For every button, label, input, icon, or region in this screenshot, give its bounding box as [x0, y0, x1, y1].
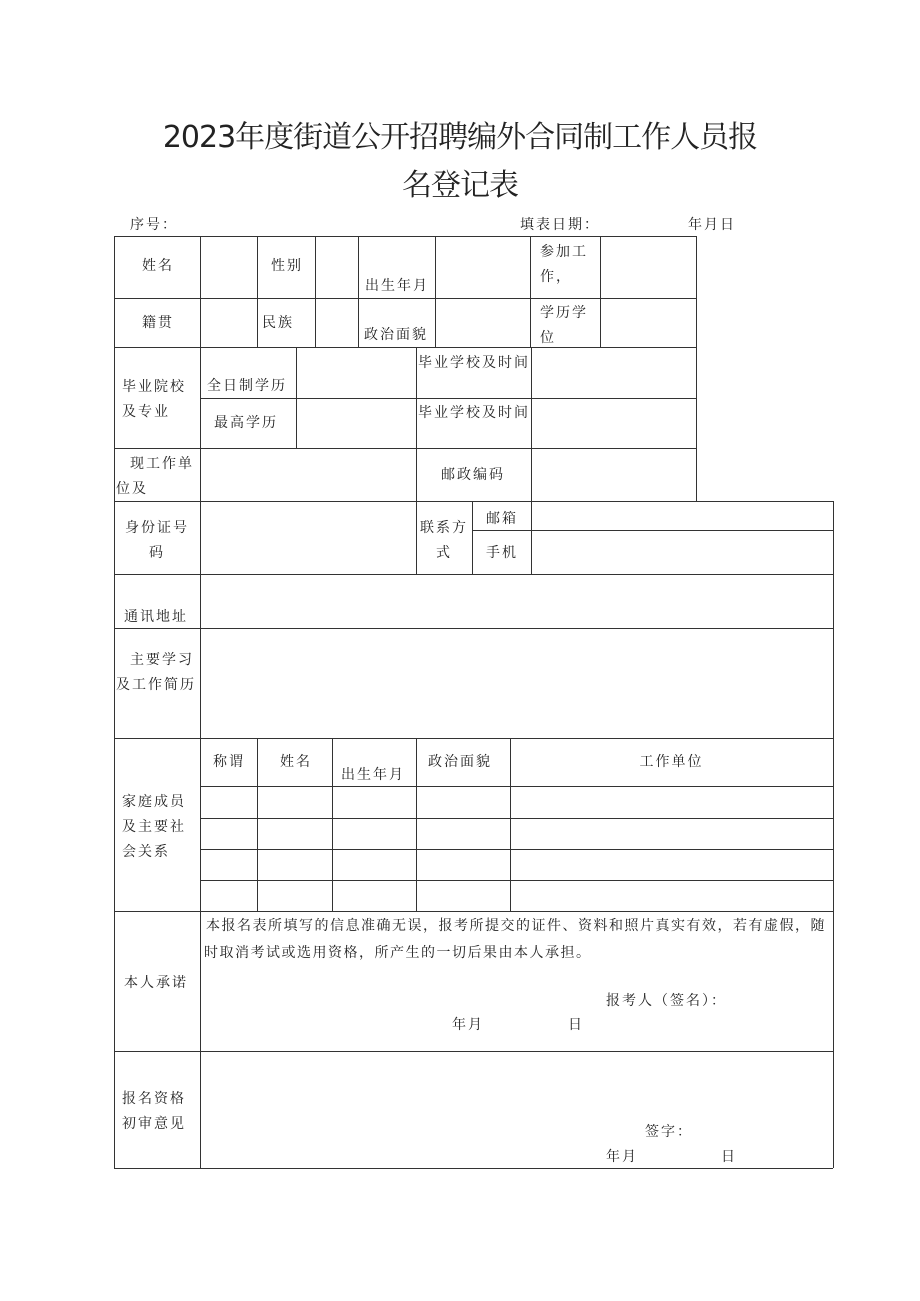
- id-number-label: 身份证号码: [125, 520, 189, 561]
- family-col-name: 姓名: [280, 754, 312, 770]
- family-col-birth: 出生年月: [341, 767, 405, 783]
- phone-label: 手机: [486, 545, 518, 561]
- email-label: 邮箱: [486, 511, 518, 527]
- fulltime-education-label: 全日制学历: [207, 378, 287, 394]
- serial-number-label: 序号：: [130, 217, 178, 233]
- name-label: 姓名: [142, 258, 174, 274]
- address-label: 通讯地址: [124, 609, 188, 625]
- contact-label: 联系方式: [420, 520, 468, 561]
- review-date-year-month: 年月: [606, 1149, 638, 1165]
- family-col-relation: 称谓: [213, 754, 245, 770]
- review-label: 报名资格初审意见: [122, 1091, 186, 1132]
- page-title-line-2: 名登记表: [402, 168, 518, 203]
- postcode-label: 邮政编码: [441, 467, 505, 483]
- page-title-line-1: 2023年度街道公开招聘编外合同制工作人员报: [162, 120, 758, 155]
- pledge-date-year-month: 年月: [452, 1017, 484, 1033]
- degree-label: 学历学位: [540, 305, 588, 346]
- ethnicity-label: 民族: [262, 315, 294, 331]
- review-sign-label: 签字：: [645, 1124, 693, 1140]
- highest-education-label: 最高学历: [214, 415, 278, 431]
- birth-date-label: 出生年月: [365, 278, 429, 294]
- family-section-label: 家庭成员及主要社会关系: [122, 794, 186, 860]
- graduation-school-time-label-2: 毕业学校及时间: [418, 405, 530, 421]
- review-date-day: 日: [721, 1149, 737, 1165]
- pledge-text: 本报名表所填写的信息准确无误，报考所提交的证件、资料和照片真实有效，若有虚假，随时取消考试或选用资格，所产生的一切后果由本人承担。: [204, 918, 826, 961]
- family-col-political: 政治面貌: [428, 754, 492, 770]
- pledge-label: 本人承诺: [124, 975, 188, 991]
- work-start-label: 参加工作，: [540, 244, 588, 285]
- pledge-date-day: 日: [568, 1017, 584, 1033]
- resume-label: 主要学习及工作简历: [116, 652, 196, 693]
- gender-label: 性别: [271, 258, 303, 274]
- pledge-signer-label: 报考人（签名）：: [606, 993, 727, 1009]
- graduation-school-time-label-1: 毕业学校及时间: [418, 355, 530, 371]
- current-work-unit-label: 现工作单位及: [116, 456, 194, 497]
- political-status-label: 政治面貌: [364, 327, 428, 343]
- fill-date-label: 填表日期：: [520, 217, 600, 233]
- native-place-label: 籍贯: [142, 315, 174, 331]
- fill-date-value: 年月日: [688, 217, 736, 233]
- family-col-work-unit: 工作单位: [639, 754, 704, 770]
- school-major-label: 毕业院校及专业: [122, 379, 186, 420]
